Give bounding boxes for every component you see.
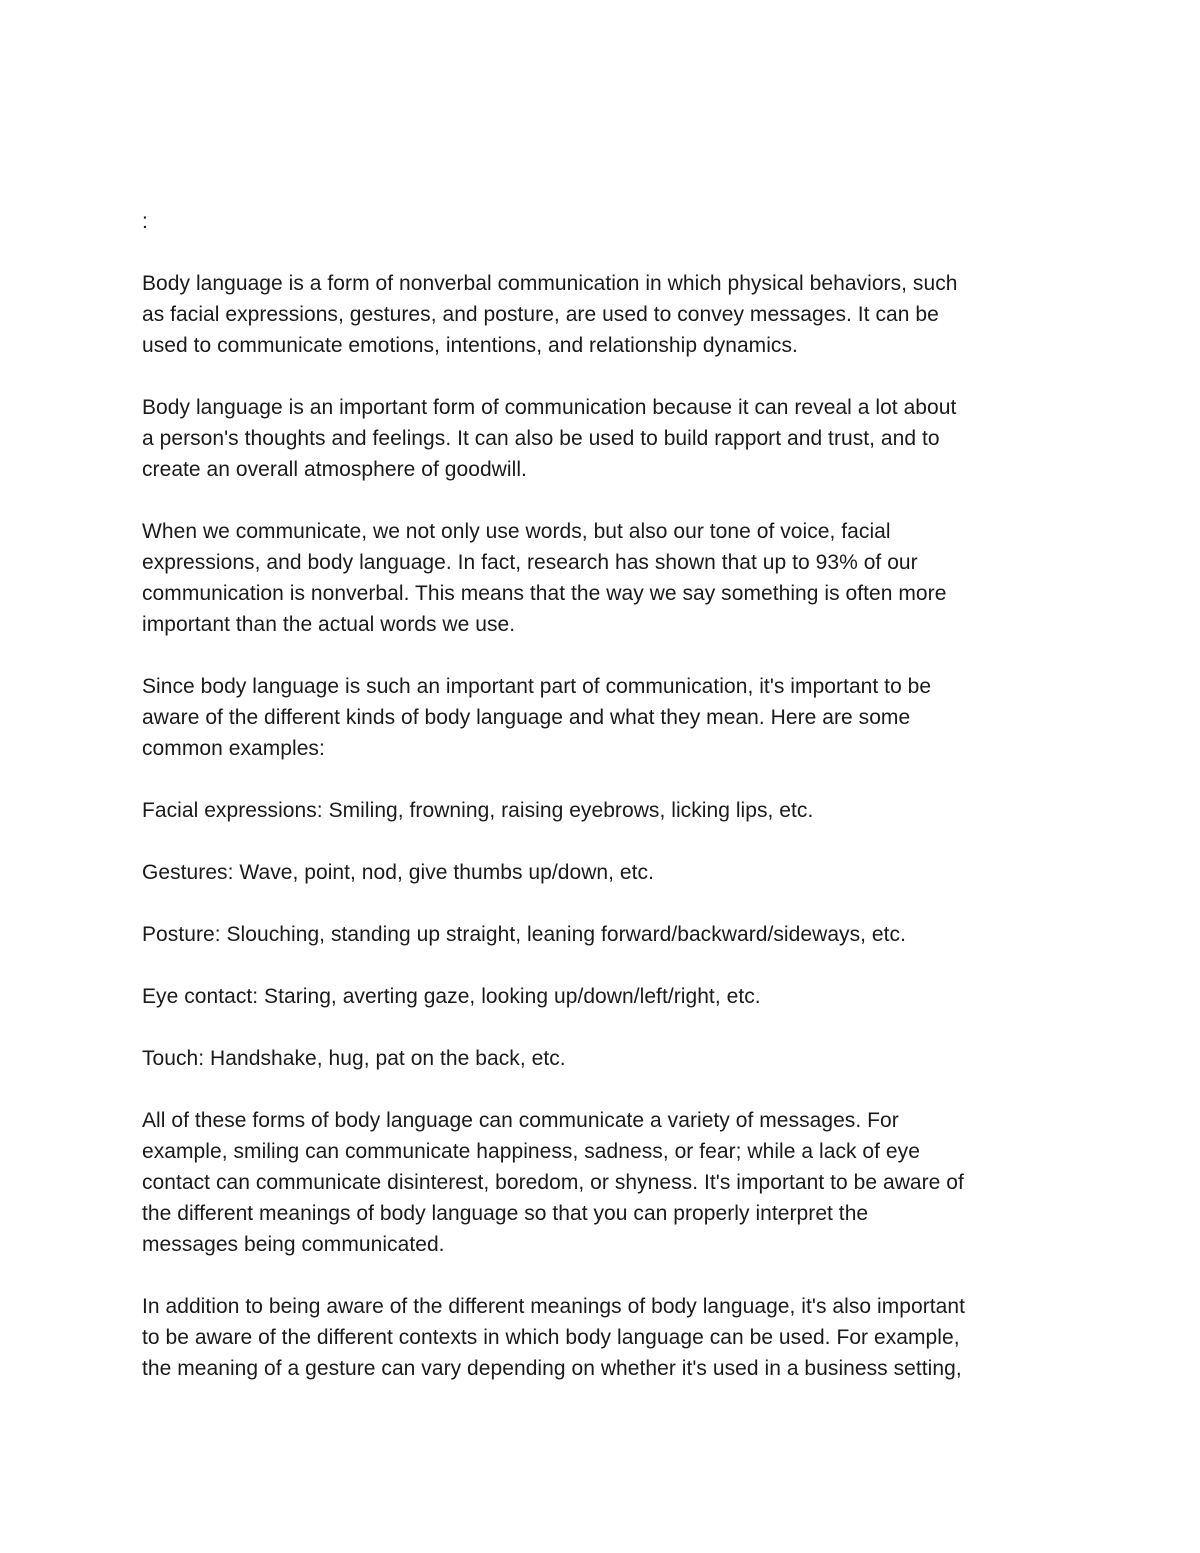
document-body [142,206,1072,1384]
paragraph-5 [142,671,1072,764]
paragraph-6 [142,795,1072,826]
text-line: Gestures: Wave, point, nod, give thumbs up/down, etc. [142,861,654,884]
text-line: Body language is a form of nonverbal communication in which physical behaviors, such [142,272,958,295]
paragraph-3 [142,392,1072,485]
text-line: the different meanings of body language so that you can properly interpret the [142,1202,869,1225]
text-line: common examples: [142,737,325,760]
text-line: communication is nonverbal. This means that the way we say something is often more [142,582,947,605]
paragraph-7 [142,857,1072,888]
text-line: the meaning of a gesture can vary depending on whether it's used in a business setting, [142,1357,962,1380]
text-line: aware of the different kinds of body language and what they mean. Here are some [142,706,911,729]
text-line: Eye contact: Staring, averting gaze, looking up/down/left/right, etc. [142,985,761,1008]
text-line: Since body language is such an important part of communication, it's important to be [142,675,932,698]
text-line: create an overall atmosphere of goodwill. [142,458,527,481]
text-line: example, smiling can communicate happiness, sadness, or fear; while a lack of eye [142,1140,920,1163]
text-line: used to communicate emotions, intentions, and relationship dynamics. [142,334,798,357]
paragraph-12 [142,1291,1072,1384]
paragraph-4 [142,516,1072,640]
text-line: contact can communicate disinterest, boredom, or shyness. It's important to be aware of [142,1171,964,1194]
paragraph-11 [142,1105,1072,1260]
text-line: When we communicate, we not only use words, but also our tone of voice, facial [142,520,891,543]
text-line: Touch: Handshake, hug, pat on the back, etc. [142,1047,566,1070]
paragraph-2 [142,268,1072,361]
text-line: important than the actual words we use. [142,613,516,636]
text-line: Body language is an important form of communication because it can reveal a lot about [142,396,957,419]
text-line: a person's thoughts and feelings. It can also be used to build rapport and trust, and to [142,427,940,450]
text-line: messages being communicated. [142,1233,445,1256]
text-line: All of these forms of body language can communicate a variety of messages. For [142,1109,899,1132]
text-line: expressions, and body language. In fact, research has shown that up to 93% of our [142,551,918,574]
text-line: Facial expressions: Smiling, frowning, raising eyebrows, licking lips, etc. [142,799,814,822]
paragraph-1 [142,206,1072,237]
text-line: : [142,210,148,233]
text-line: as facial expressions, gestures, and posture, are used to convey messages. It can be [142,303,939,326]
paragraph-9 [142,981,1072,1012]
text-line: In addition to being aware of the different meanings of body language, it's also important [142,1295,965,1318]
text-line: Posture: Slouching, standing up straight, leaning forward/backward/sideways, etc. [142,923,906,946]
paragraph-8 [142,919,1072,950]
paragraph-10 [142,1043,1072,1074]
text-line: to be aware of the different contexts in which body language can be used. For example, [142,1326,960,1349]
